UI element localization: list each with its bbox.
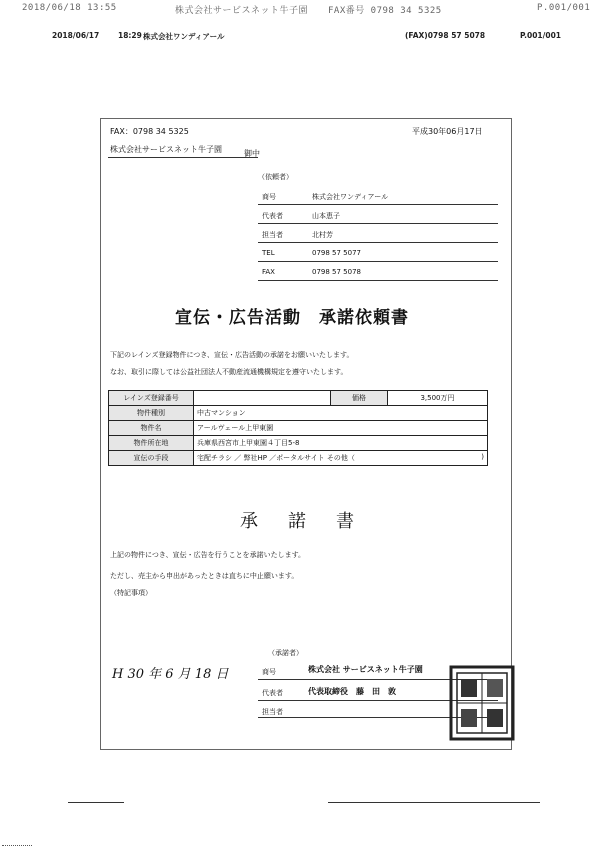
requester-label: FAX — [262, 268, 275, 276]
intro-line: 下記のレインズ登録物件につき、宣伝・広告活動の承諾をお願いいたします。 — [110, 351, 354, 359]
method-value: 宅配チラシ ／ 弊社HP ／ポータルサイト その他（ — [197, 454, 355, 462]
fax-time: 18:29 — [118, 31, 142, 40]
type-label: 物件種別 — [109, 406, 194, 421]
requester-label: 商号 — [262, 193, 276, 201]
requester-value: 0798 57 5077 — [312, 249, 361, 257]
intro-line: なお、取引に際しては公益社団法人不動産流通機構規定を遵守いたします。 — [110, 368, 348, 376]
document-title: 宣伝・広告活動 承諾依頼書 — [175, 308, 409, 328]
fax-sender-top: 株式会社サービスネット牛子園 — [175, 6, 309, 16]
consent-line: ただし、売主から申出があったときは直ちに中止願います。 — [110, 572, 299, 580]
consent-line: 上記の物件につき、宣伝・広告を行うことを承諾いたします。 — [110, 551, 306, 559]
fax-number: (FAX)0798 57 5078 — [405, 31, 486, 40]
signer-label: 商号 — [262, 668, 276, 676]
property-table — [108, 390, 488, 466]
type-value: 中古マンション — [194, 406, 488, 421]
footer-mark — [2, 845, 32, 846]
reins-label: レインズ登録番号 — [109, 391, 194, 406]
fax-received-time: 2018/06/18 13:55 — [22, 3, 117, 13]
requester-label: 代表者 — [262, 212, 283, 220]
fax-sender: 株式会社ワンディアール — [143, 32, 225, 41]
price-label: 価格 — [331, 391, 388, 406]
method-cell — [194, 451, 488, 466]
signer-value: 代表取締役 藤 田 敦 — [308, 687, 396, 696]
requester-label: TEL — [262, 249, 275, 257]
signer-value: 株式会社 サービスネット牛子園 — [308, 665, 423, 674]
price-value: 3,500万円 — [388, 391, 488, 406]
company-seal-stamp — [447, 663, 517, 743]
footer-line-right — [328, 802, 540, 803]
fax-page-top: P.001/001 — [537, 3, 591, 13]
fax-date: 2018/06/17 — [52, 31, 100, 40]
footer-line-left — [68, 802, 124, 803]
requester-label: 担当者 — [262, 231, 283, 239]
signer-label: 担当者 — [262, 708, 283, 716]
consent-date: H 30 年 6 月 18 日 — [112, 667, 229, 682]
method-label: 宣伝の手段 — [109, 451, 194, 466]
method-close: ) — [481, 453, 484, 461]
document-date: 平成30年06月17日 — [412, 127, 483, 136]
special-notes-label: （特記事項） — [110, 589, 152, 597]
consent-title: 承諾書 — [240, 511, 384, 532]
requester-value: 株式会社ワンディアール — [312, 193, 389, 201]
name-label: 物件名 — [109, 421, 194, 436]
signer-label: 代表者 — [262, 689, 283, 697]
recipient-honorific: 御中 — [244, 149, 260, 158]
requester-value: 北村芳 — [312, 231, 333, 239]
reins-value — [194, 391, 331, 406]
name-value: アールヴェール上甲東園 — [194, 421, 488, 436]
fax-to: FAX：0798 34 5325 — [110, 127, 189, 136]
fax-page: P.001/001 — [520, 31, 562, 40]
consent-by-label: （承諾者） — [268, 649, 303, 657]
recipient-name: 株式会社サービスネット牛子園 — [110, 145, 222, 154]
requester-value: 0798 57 5078 — [312, 268, 361, 276]
address-value: 兵庫県西宮市上甲東園４丁目5-8 — [194, 436, 488, 451]
address-label: 物件所在地 — [109, 436, 194, 451]
requester-heading: （依頼者） — [258, 173, 293, 181]
fax-number-top: FAX番号 0798 34 5325 — [328, 6, 442, 16]
requester-value: 山本恵子 — [312, 212, 340, 220]
